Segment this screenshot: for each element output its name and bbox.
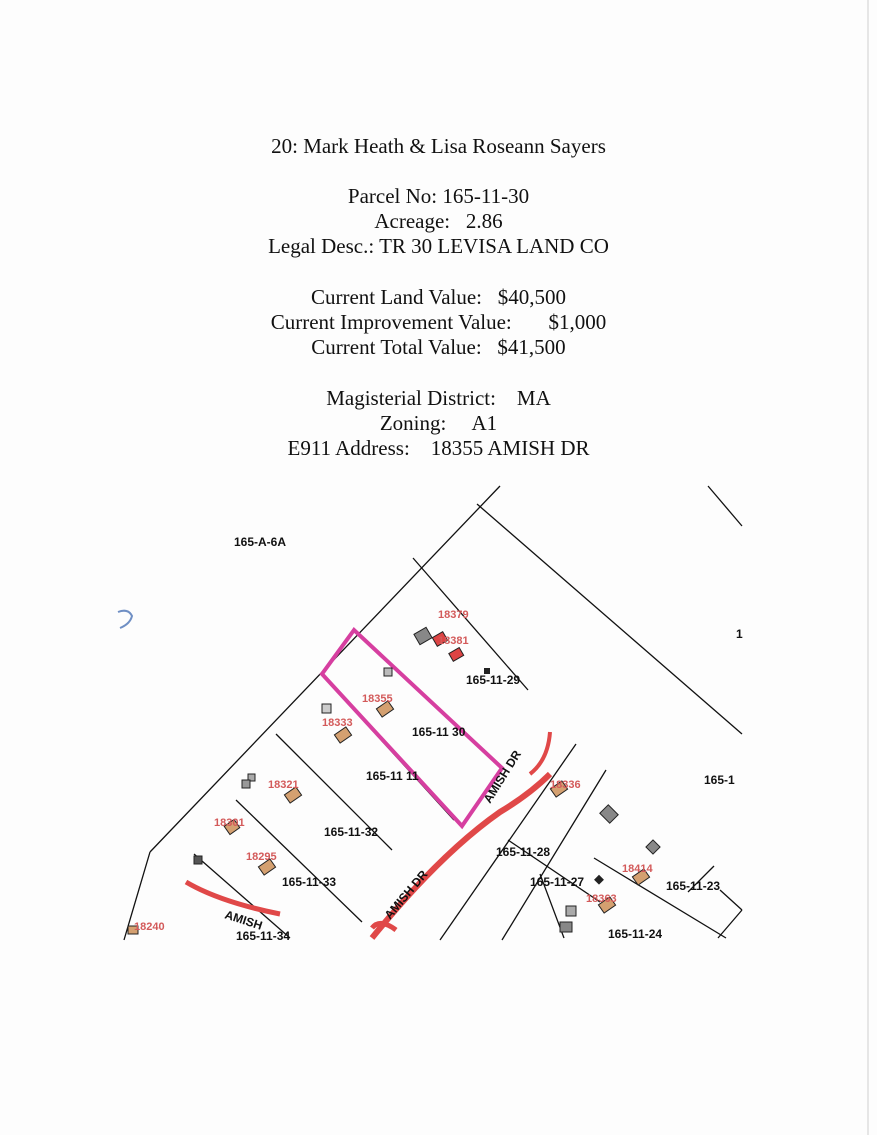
building-icon <box>560 922 572 932</box>
address-18363: 18363 <box>586 893 617 905</box>
parcel-map <box>110 482 750 942</box>
road-label-amish-dr: AMISH DR <box>480 747 524 806</box>
boundary-line <box>720 890 742 910</box>
building-icon <box>384 668 392 676</box>
address-18321: 18321 <box>268 779 299 791</box>
address-18295: 18295 <box>246 851 277 863</box>
boundary-line <box>413 558 528 690</box>
label-165-11-30: 165-11 30 <box>412 725 466 739</box>
label-165-1: 165-1 <box>704 773 735 787</box>
address-18381: 18381 <box>438 635 469 647</box>
boundary-line <box>477 504 742 734</box>
label-165-11-23: 165-11-23 <box>666 879 721 893</box>
parcel-labels <box>234 535 743 942</box>
parcel-info-block <box>0 184 877 259</box>
parcel-map-svg <box>110 482 750 942</box>
label-165-11-33: 165-11-33 <box>282 875 337 889</box>
address-18355: 18355 <box>362 693 393 705</box>
boundary-line <box>708 486 742 526</box>
label-165-a-6a: 165-A-6A <box>234 535 287 549</box>
address-18301: 18301 <box>214 817 245 829</box>
zoning: Zoning: A1 <box>379 411 498 435</box>
building-icon <box>594 875 604 885</box>
label-165-11-31: 165-11 11 <box>366 769 419 783</box>
label-165-11-34: 165-11-34 <box>236 929 291 942</box>
address-18336: 18336 <box>550 779 581 791</box>
building-icon <box>449 648 464 662</box>
building-icon <box>646 840 660 854</box>
address-18240: 18240 <box>134 921 165 933</box>
improvement-value: Current Improvement Value: $1,000 <box>270 310 607 334</box>
amish-dr-road <box>530 732 550 774</box>
label-165-11-28: 165-11-28 <box>496 845 551 859</box>
building-icon <box>322 704 331 713</box>
road-label-amish: AMISH <box>223 907 265 933</box>
legal-description: Legal Desc.: TR 30 LEVISA LAND CO <box>268 234 609 258</box>
magisterial-district: Magisterial District: MA <box>326 386 551 410</box>
owner-heading: 20: Mark Heath & Lisa Roseann Sayers <box>271 134 606 158</box>
label-edge-1: 1 <box>736 627 743 641</box>
owner-heading-block <box>0 134 877 159</box>
district-block <box>0 386 877 461</box>
e911-address: E911 Address: 18355 AMISH DR <box>287 436 590 460</box>
label-165-11-29: 165-11-29 <box>466 673 521 687</box>
label-165-11-27: 165-11-27 <box>530 875 585 889</box>
parcel-number: Parcel No: 165-11-30 <box>347 184 530 208</box>
building-icon <box>334 727 351 743</box>
scan-edge <box>867 0 869 1135</box>
road-label-amish-dr: AMISH DR <box>381 867 431 922</box>
building-icon <box>414 627 432 644</box>
address-18333: 18333 <box>322 717 353 729</box>
building-icon <box>566 906 576 916</box>
total-value: Current Total Value: $41,500 <box>311 335 566 359</box>
label-165-11-24: 165-11-24 <box>608 927 663 941</box>
address-18379: 18379 <box>438 609 469 621</box>
values-block <box>0 285 877 360</box>
building-icon <box>242 780 250 788</box>
acreage: Acreage: 2.86 <box>374 209 503 233</box>
label-165-11-32: 165-11-32 <box>324 825 379 839</box>
address-18414: 18414 <box>622 863 653 875</box>
building-icon <box>600 805 618 823</box>
boundary-line <box>718 910 742 938</box>
building-icon <box>194 856 202 864</box>
land-value: Current Land Value: $40,500 <box>310 285 567 309</box>
